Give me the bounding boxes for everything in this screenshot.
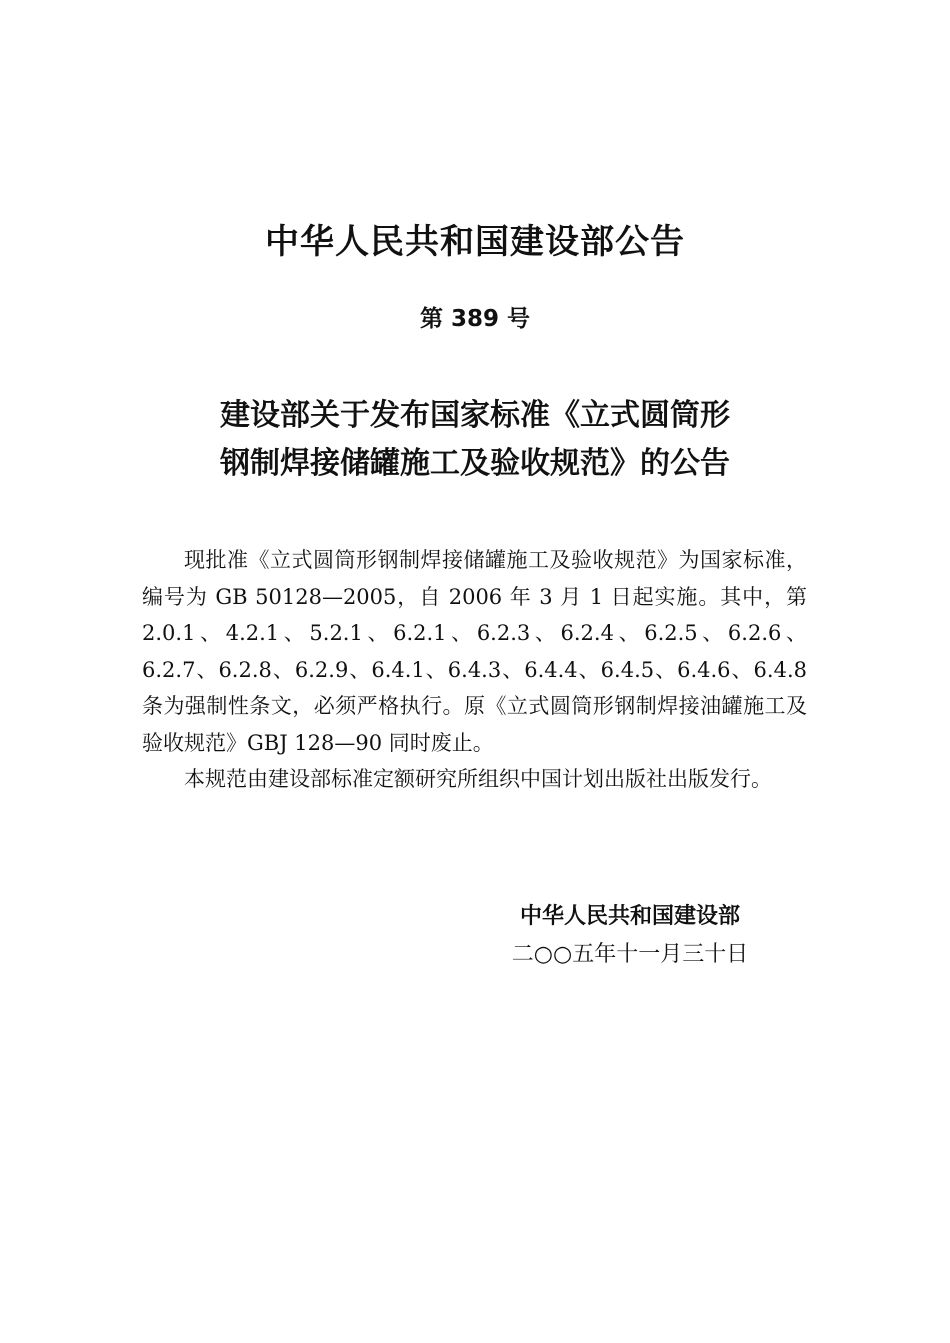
signature-block [500, 898, 760, 974]
body-paragraph-1: 现批准《立式圆筒形钢制焊接储罐施工及验收规范》为国家标准，编号为 GB 50128—2005，自 2006 年 3 月 1 日起实施。其中，第 2.0.1、4.2.1、5.2.1、6.2.1、6.2.3、6.2.4、6.2.5、6.2.6、6.2.7、6.2.8、6.2.9、6.4.1、6.4.3、6.4.4、6.4.5、6.4.6、6.4.8 条为强制性条文，必须严格执行。原《立式圆筒形钢制焊接油罐施工及验收规范》GBJ 128—90 同时废止。 [142, 548, 807, 755]
issue-date: 二○○五年十一月三十日 [511, 942, 749, 967]
subtitle-line-2: 钢制焊接储罐施工及验收规范》的公告 [220, 446, 730, 481]
issuing-organization: 中华人民共和国建设部 [519, 904, 740, 929]
announcement-subtitle [0, 392, 950, 488]
body-paragraph-2: 本规范由建设部标准定额研究所组织中国计划出版社出版发行。 [184, 767, 772, 791]
announcement-body [142, 542, 807, 798]
subtitle-line-1: 建设部关于发布国家标准《立式圆筒形 [220, 398, 730, 433]
page-title: 中华人民共和国建设部公告 [265, 222, 685, 262]
announcement-number: 第 389 号 [419, 306, 531, 332]
